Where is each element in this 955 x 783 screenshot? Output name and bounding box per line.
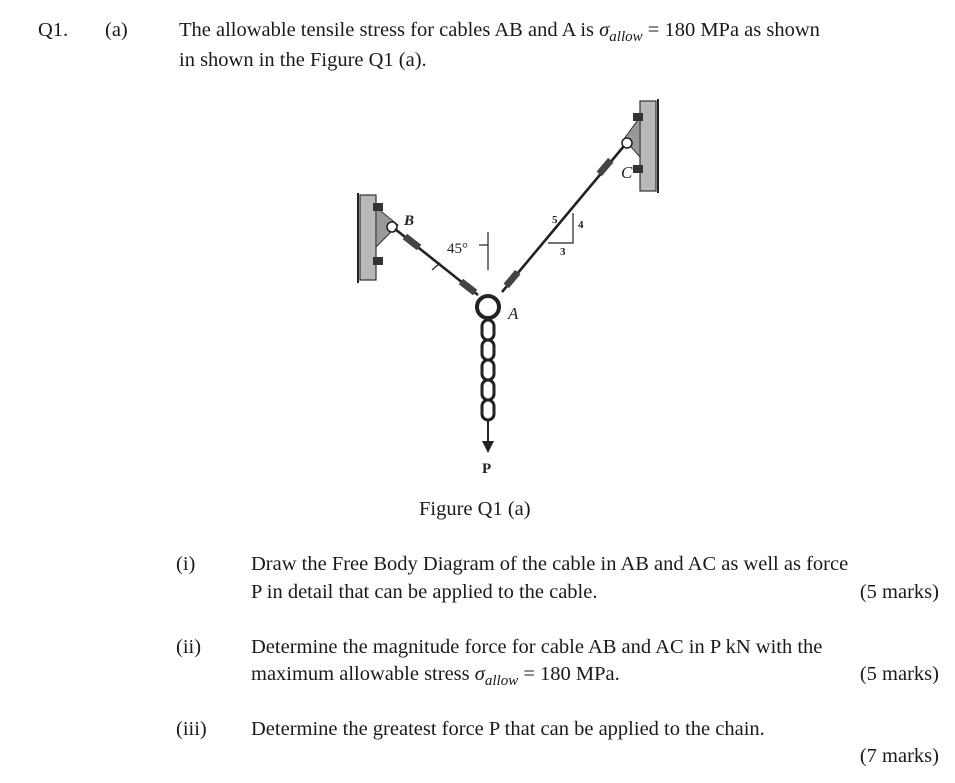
turnbuckle-ab-upper (403, 234, 421, 251)
intro-text: The allowable tensile stress for cables AB and A is (179, 19, 595, 41)
label-a: A (508, 304, 519, 323)
support-b (358, 193, 398, 283)
label-slope-3: 3 (560, 246, 566, 258)
turnbuckle-ac-lower (504, 270, 521, 288)
subpart-ii-line1: Determine the magnitude force for cable AB and AC in P kN with the (251, 636, 823, 658)
intro-value: = 180 MPa as shown (647, 19, 820, 41)
label-p: P (482, 461, 492, 477)
subpart-ii-marks: (5 marks) (859, 663, 939, 685)
subpart-i-label: (i) (176, 553, 196, 575)
label-angle: 45° (447, 241, 468, 257)
subpart-iii-label: (iii) (176, 718, 207, 740)
subpart-i-marks: (5 marks) (859, 581, 939, 603)
question-number: Q1. (38, 19, 69, 41)
label-slope-4: 4 (578, 219, 584, 231)
question-intro-line1 (179, 17, 820, 45)
angle-cut (432, 263, 440, 270)
label-slope-5: 5 (552, 214, 558, 226)
force-p-arrowhead (482, 441, 494, 453)
subpart-ii-line2-text: maximum allowable stress (251, 663, 470, 685)
figure-q1a (340, 95, 670, 485)
subpart-ii-label: (ii) (176, 636, 202, 658)
sigma-symbol: σ (599, 19, 610, 41)
label-c: C (621, 163, 633, 182)
label-b: B (404, 213, 415, 229)
chain (482, 320, 494, 420)
sigma-subscript-ii: allow (484, 673, 519, 689)
figure-caption: Figure Q1 (a) (419, 498, 531, 520)
ring-a (477, 296, 499, 318)
turnbuckle-ab-lower (459, 279, 477, 296)
subpart-ii-value: = 180 MPa. (523, 663, 620, 685)
subpart-i-line1: Draw the Free Body Diagram of the cable in AB and AC as well as force (251, 553, 849, 575)
turnbuckle-ac-upper (597, 158, 614, 176)
subpart-ii-line2 (251, 661, 620, 689)
subpart-i-line2: P in detail that can be applied to the cable. (251, 581, 598, 603)
question-part: (a) (105, 19, 128, 41)
subpart-iii-marks: (7 marks) (859, 745, 939, 767)
question-intro-line2: in shown in the Figure Q1 (a). (179, 49, 427, 71)
sigma-subscript: allow (609, 29, 643, 45)
subpart-iii-line1: Determine the greatest force P that can be applied to the chain. (251, 718, 765, 740)
sigma-symbol-ii: σ (474, 663, 485, 685)
